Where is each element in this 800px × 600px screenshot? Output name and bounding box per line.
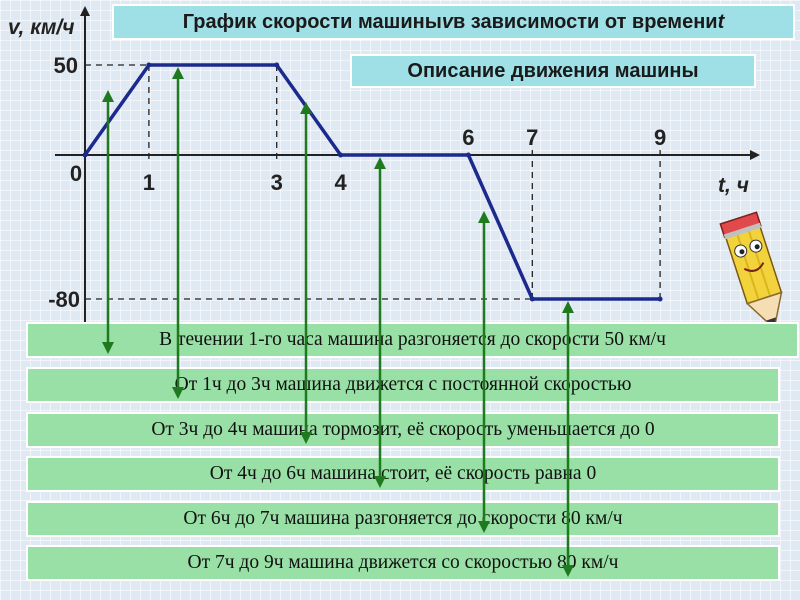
tick-label: 50: [53, 53, 78, 78]
tick-labels: [48, 53, 666, 312]
data-points: [83, 63, 663, 302]
tick-label: 1: [142, 170, 156, 195]
data-point: [338, 153, 343, 158]
data-point: [83, 153, 88, 158]
description-row: От 3ч до 4ч машина тормозит, её скорость уменьшается до 0: [26, 412, 780, 448]
tick-label: 3: [270, 170, 283, 195]
description-row: В течении 1-го часа машина разгоняется до скорости 50 км/ч: [26, 322, 799, 358]
description-row: От 4ч до 6ч машина стоит, её скорость равна 0: [26, 456, 780, 492]
y-axis-label: v, км/ч: [8, 16, 75, 39]
data-point: [466, 153, 471, 158]
data-point: [274, 63, 279, 68]
description-row: От 6ч до 7ч машина разгоняется до скорости 80 км/ч: [26, 501, 780, 537]
data-point: [530, 297, 535, 302]
description-row: От 1ч до 3ч машина движется с постоянной скоростью: [26, 367, 780, 403]
page-title: График скорости машины v в зависимости от времени t: [112, 4, 795, 40]
guide-lines: [85, 65, 660, 299]
data-point: [146, 63, 151, 68]
section-subtitle: Описание движения машины: [350, 54, 756, 88]
tick-label: 4: [334, 170, 347, 195]
data-point: [658, 297, 663, 302]
tick-label: 9: [653, 125, 667, 150]
x-axis-label: t, ч: [718, 174, 749, 197]
tick-label: 0: [69, 161, 83, 186]
velocity-line: [85, 65, 660, 299]
pencil-mascot-icon: [720, 212, 792, 334]
tick-label: 7: [526, 125, 539, 150]
tick-label: -80: [48, 287, 80, 312]
description-row: От 7ч до 9ч машина движется со скоростью 80 км/ч: [26, 545, 780, 581]
tick-label: 6: [462, 125, 475, 150]
